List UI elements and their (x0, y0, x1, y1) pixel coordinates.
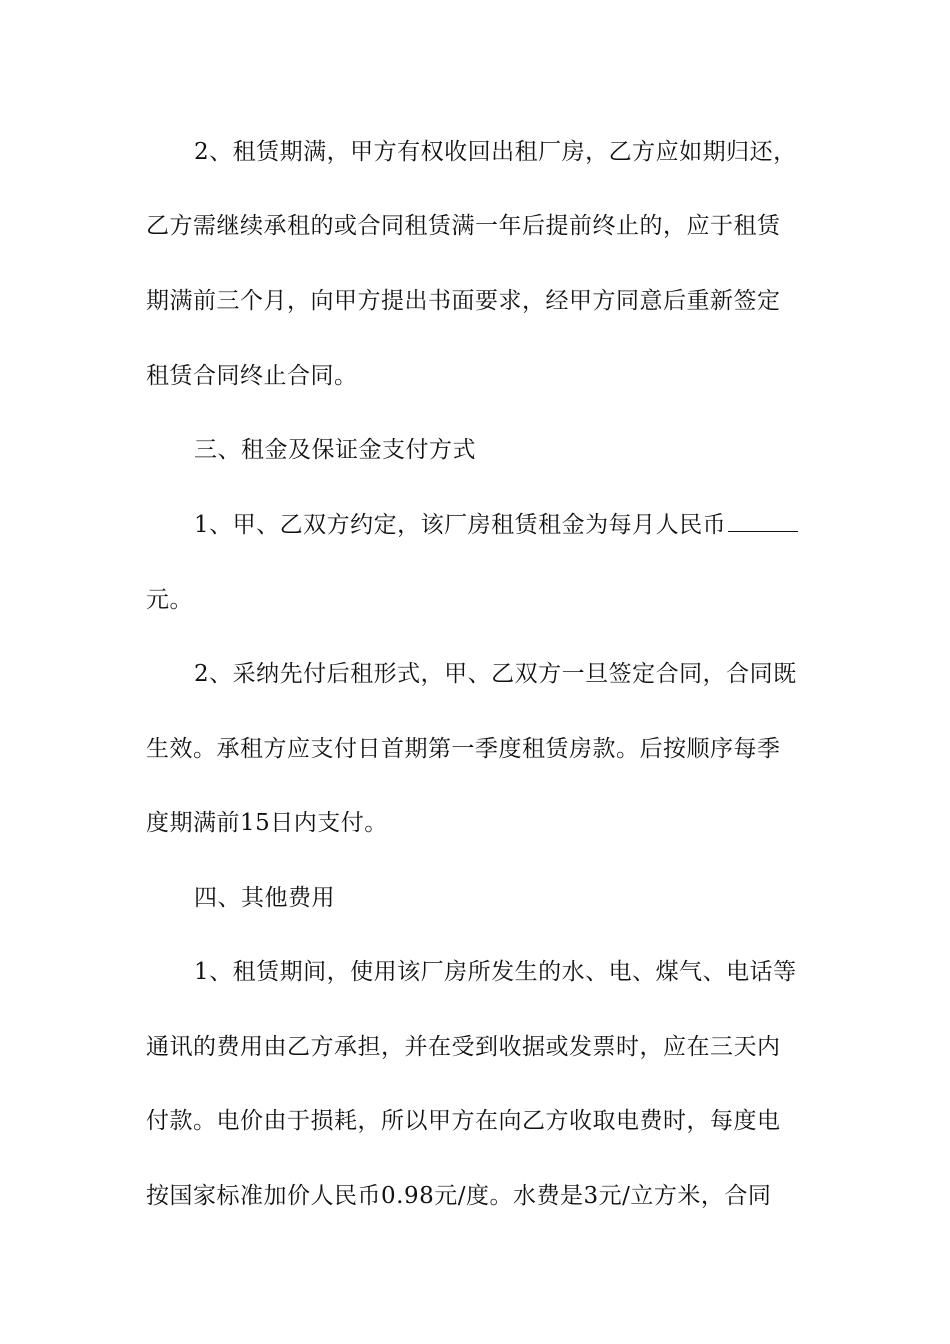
paragraph-line: 2、采纳先付后租形式，甲、乙双方一旦签定合同，合同既 (194, 661, 797, 687)
section-heading: 三、租金及保证金支付方式 (194, 437, 476, 463)
paragraph-line: 乙方需继续承租的或合同租赁满一年后提前终止的，应于租赁 (146, 213, 781, 239)
paragraph-line: 2、租赁期满，甲方有权收回出租厂房，乙方应如期归还， (194, 139, 797, 165)
section-heading: 四、其他费用 (194, 885, 335, 911)
paragraph-line: 租赁合同终止合同。 (146, 363, 358, 389)
paragraph-line: 1、租赁期间，使用该厂房所发生的水、电、煤气、电话等 (194, 959, 797, 985)
paragraph-text: 1、甲、乙双方约定，该厂房租赁租金为每月人民币 (194, 512, 727, 538)
paragraph-line: 按国家标准加价人民币0.98元/度。水费是3元/立方米，合同 (146, 1183, 772, 1209)
paragraph-line: 生效。承租方应支付日首期第一季度租赁房款。后按顺序每季 (146, 736, 781, 762)
paragraph-line: 度期满前15日内支付。 (146, 810, 388, 836)
paragraph-line: 元。 (146, 587, 193, 613)
fill-in-blank (728, 511, 798, 532)
paragraph-line: 期满前三个月，向甲方提出书面要求，经甲方同意后重新签定 (146, 288, 781, 314)
paragraph-line-with-blank (194, 510, 854, 540)
paragraph-line: 通讯的费用由乙方承担，并在受到收据或发票时，应在三天内 (146, 1034, 781, 1060)
paragraph-line: 付款。电价由于损耗，所以甲方在向乙方收取电费时，每度电 (146, 1108, 781, 1134)
